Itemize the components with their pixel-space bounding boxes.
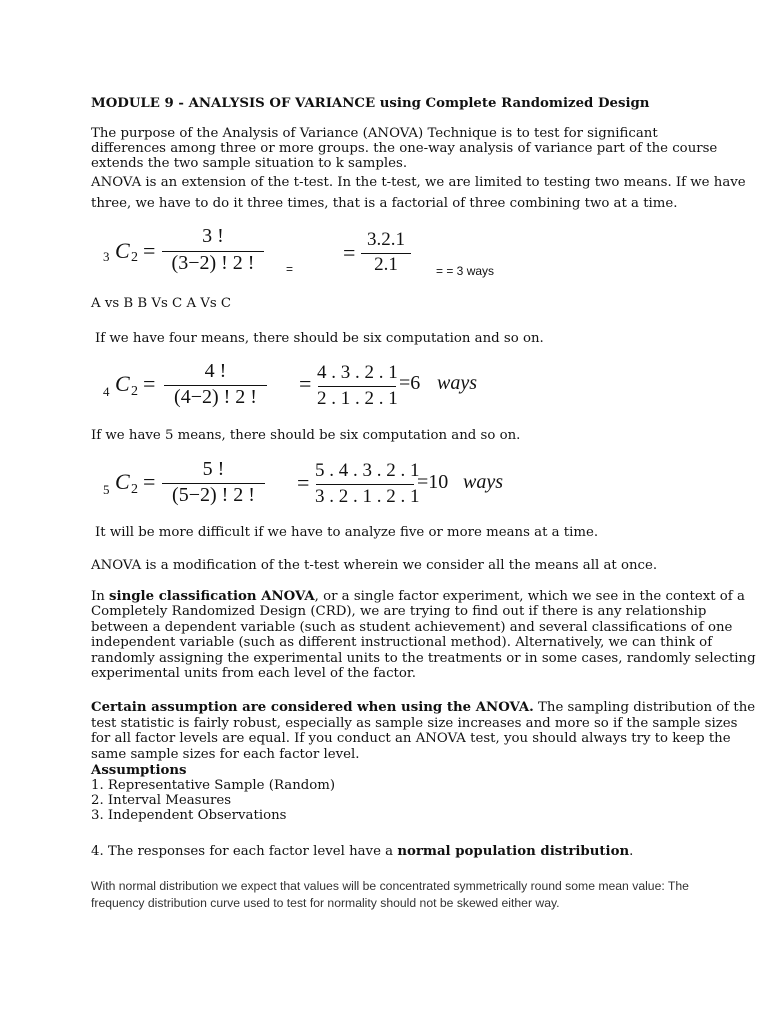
bold-term: single classification ANOVA (109, 589, 315, 604)
formula-c: C (115, 238, 130, 263)
list-item: 2. Interval Measures (91, 793, 232, 808)
list-item: 3. Independent Observations (91, 808, 287, 823)
formula-equals: = (297, 470, 310, 495)
paragraph-line: for all factor levels are equal. If you conduct an ANOVA test, you should always try to keep the (91, 731, 731, 746)
four-means-text: If we have four means, there should be six computation and so on. (95, 331, 544, 346)
paragraph-line: randomly assigning the experimental units to the treatments or in some cases, randomly selecting (91, 651, 756, 666)
paragraph-line: experimental units from each level of the factor. (91, 666, 416, 681)
note-line: frequency distribution curve used to test for normality should not be skewed either way. (91, 896, 560, 910)
formula-equals: = (143, 238, 156, 263)
formula-post-subscript: 2 (131, 250, 138, 265)
text-rest: The sampling distribution of the (533, 700, 756, 715)
bold-term: normal population distribution (397, 844, 630, 859)
formula-result: = = 3 ways (436, 264, 495, 278)
expansion-denominator: 2.1 (374, 254, 398, 275)
formula-post-subscript: 2 (131, 482, 138, 497)
formula-numerator: 4 ! (204, 360, 227, 382)
text-prefix: In (91, 589, 110, 604)
module-title: MODULE 9 - ANALYSIS OF VARIANCE using Complete Randomized Design (91, 96, 650, 111)
formula-numerator: 5 ! (202, 458, 225, 480)
formula-equals: = (143, 371, 156, 396)
five-means-text: If we have 5 means, there should be six computation and so on. (91, 428, 521, 443)
text-prefix: 4. The responses for each factor level have a (91, 844, 398, 859)
intro-line: differences among three or more groups. the one-way analysis of variance part of the course (91, 141, 718, 156)
formula-numerator: 3 ! (202, 225, 224, 247)
formula-ways: ways (437, 372, 477, 394)
text-rest: , or a single factor experiment, which we see in the context of a (314, 589, 745, 604)
paragraph-line: Completely Randomized Design (CRD), we are trying to find out if there is any relationship (91, 604, 707, 619)
assumptions-heading: Assumptions (91, 763, 187, 778)
paragraph-line: test statistic is fairly robust, especially as sample size increases and more so if the sample sizes (91, 716, 738, 731)
paragraph-line (91, 589, 745, 605)
paragraph-line: same sample sizes for each factor level. (91, 747, 360, 762)
paragraph-line: between a dependent variable (such as student achievement) and several classifications of one (91, 620, 733, 635)
expansion-numerator: 3.2.1 (367, 229, 405, 250)
bold-term: Certain assumption are considered when using the ANOVA. (91, 700, 534, 715)
note-line: With normal distribution we expect that values will be concentrated symmetrically round some mean value: The (91, 879, 689, 893)
formula-equals: = (143, 469, 156, 494)
expansion-denominator: 3 . 2 . 1 . 2 . 1 (315, 486, 420, 507)
intro-line: three, we have to do it three times, that is a factorial of three combining two at a time. (91, 196, 678, 211)
formula-ways: ways (463, 471, 503, 493)
pairs-line: A vs B B Vs C A Vs C (91, 296, 232, 311)
difficult-text: It will be more difficult if we have to analyze five or more means at a time. (95, 525, 599, 540)
list-item: 1. Representative Sample (Random) (91, 778, 336, 793)
formula-denominator: (4−2) ! 2 ! (174, 386, 257, 408)
intro-line: ANOVA is an extension of the t-test. In the t-test, we are limited to testing two means. If we have (91, 175, 746, 190)
paragraph-line: independent variable (such as different instructional method). Alternatively, we can think of (91, 635, 713, 650)
formula-result: =6 (399, 372, 421, 394)
paragraph-line (91, 700, 755, 716)
intro-line: The purpose of the Analysis of Variance (ANOVA) Technique is to test for significant (91, 126, 658, 141)
formula-c: C (115, 469, 130, 494)
formula-post-subscript: 2 (131, 384, 138, 399)
text-suffix: . (629, 844, 634, 859)
normality-assumption (91, 844, 633, 860)
intro-line: extends the two sample situation to k samples. (91, 156, 408, 171)
expansion-denominator: 2 . 1 . 2 . 1 (317, 388, 398, 409)
expansion-numerator: 4 . 3 . 2 . 1 (317, 362, 398, 383)
formula-denominator: (5−2) ! 2 ! (172, 484, 255, 506)
formula-pre-subscript: 5 (103, 482, 110, 497)
formula-pre-subscript: 4 (103, 384, 110, 399)
formula-equals: = (299, 371, 312, 396)
anova-modification-text: ANOVA is a modification of the t-test wherein we consider all the means all at once. (91, 558, 658, 573)
expansion-numerator: 5 . 4 . 3 . 2 . 1 (315, 460, 420, 481)
formula-equals-small: = (286, 262, 294, 276)
formula-denominator: (3−2) ! 2 ! (171, 252, 255, 274)
formula-equals: = (343, 240, 356, 265)
formula-result: =10 (417, 471, 449, 493)
formula-pre-subscript: 3 (103, 249, 110, 264)
formula-c: C (115, 371, 130, 396)
